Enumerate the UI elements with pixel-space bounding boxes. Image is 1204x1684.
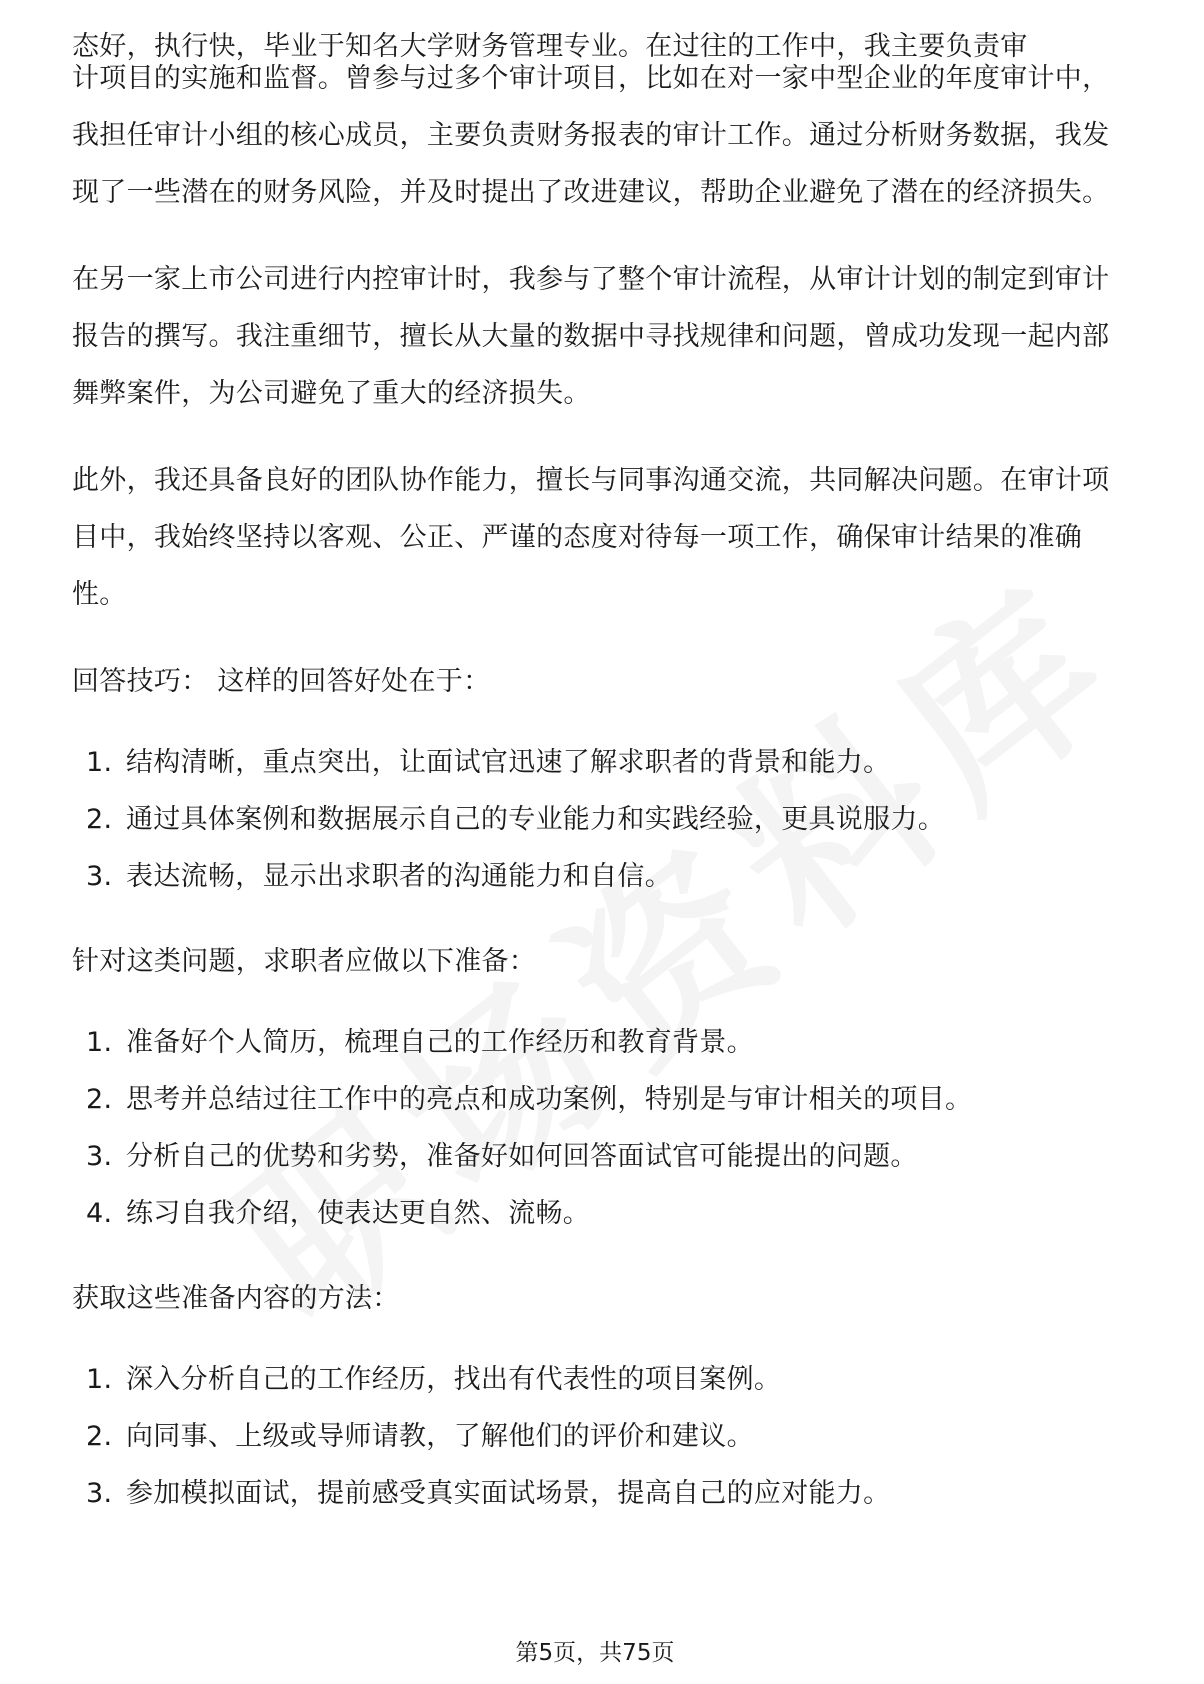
paragraph-teamwork: 此外，我还具备良好的团队协作能力，擅长与同事沟通交流，共同解决问题。在审计项目中，我始终坚持以客观、公正、严谨的态度对待每一项工作，确保审计结果的准确性。	[72, 465, 1110, 610]
list-item: 2. 向同事、上级或导师请教，了解他们的评价和建议。	[86, 1421, 754, 1452]
list-item: 4. 练习自我介绍，使表达更自然、流畅。	[86, 1198, 591, 1229]
tips-heading: 回答技巧： 这样的回答好处在于：	[72, 666, 491, 697]
list-item: 1. 结构清晰，重点突出，让面试官迅速了解求职者的背景和能力。	[86, 747, 891, 778]
paragraph-audit-experience: 计项目的实施和监督。曾参与过多个审计项目，比如在对一家中型企业的年度审计中，我担任审计小组的核心成员，主要负责财务报表的审计工作。通过分析财务数据，我发现了一些潜在的财务风险，并及时提出了改进建议，帮助企业避免了潜在的经济损失。	[72, 63, 1110, 208]
paragraph-cutoff-line: 态好，执行快，毕业于知名大学财务管理专业。在过往的工作中，我主要负责审	[72, 31, 1028, 62]
methods-heading: 获取这些准备内容的方法：	[72, 1283, 400, 1314]
list-item: 3. 分析自己的优势和劣势，准备好如何回答面试官可能提出的问题。	[86, 1141, 918, 1172]
list-item: 3. 参加模拟面试，提前感受真实面试场景，提高自己的应对能力。	[86, 1478, 891, 1509]
list-item: 1. 深入分析自己的工作经历，找出有代表性的项目案例。	[86, 1364, 782, 1395]
paragraph-internal-control: 在另一家上市公司进行内控审计时，我参与了整个审计流程，从审计计划的制定到审计报告的撰写。我注重细节，擅长从大量的数据中寻找规律和问题，曾成功发现一起内部舞弊案件，为公司避免了重大的经济损失。	[72, 264, 1110, 409]
prep-list	[72, 1014, 1118, 1242]
list-item: 3. 表达流畅，显示出求职者的沟通能力和自信。	[86, 861, 672, 892]
methods-list	[72, 1351, 1118, 1522]
document-body	[72, 22, 1118, 1550]
prep-heading: 针对这类问题，求职者应做以下准备：	[72, 946, 537, 977]
list-item: 1. 准备好个人简历，梳理自己的工作经历和教育背景。	[86, 1027, 754, 1058]
list-item: 2. 思考并总结过往工作中的亮点和成功案例，特别是与审计相关的项目。	[86, 1084, 973, 1115]
list-item: 2. 通过具体案例和数据展示自己的专业能力和实践经验，更具说服力。	[86, 804, 945, 835]
page-number-footer: 第5页，共75页	[515, 1640, 675, 1666]
tips-list	[72, 734, 1118, 905]
